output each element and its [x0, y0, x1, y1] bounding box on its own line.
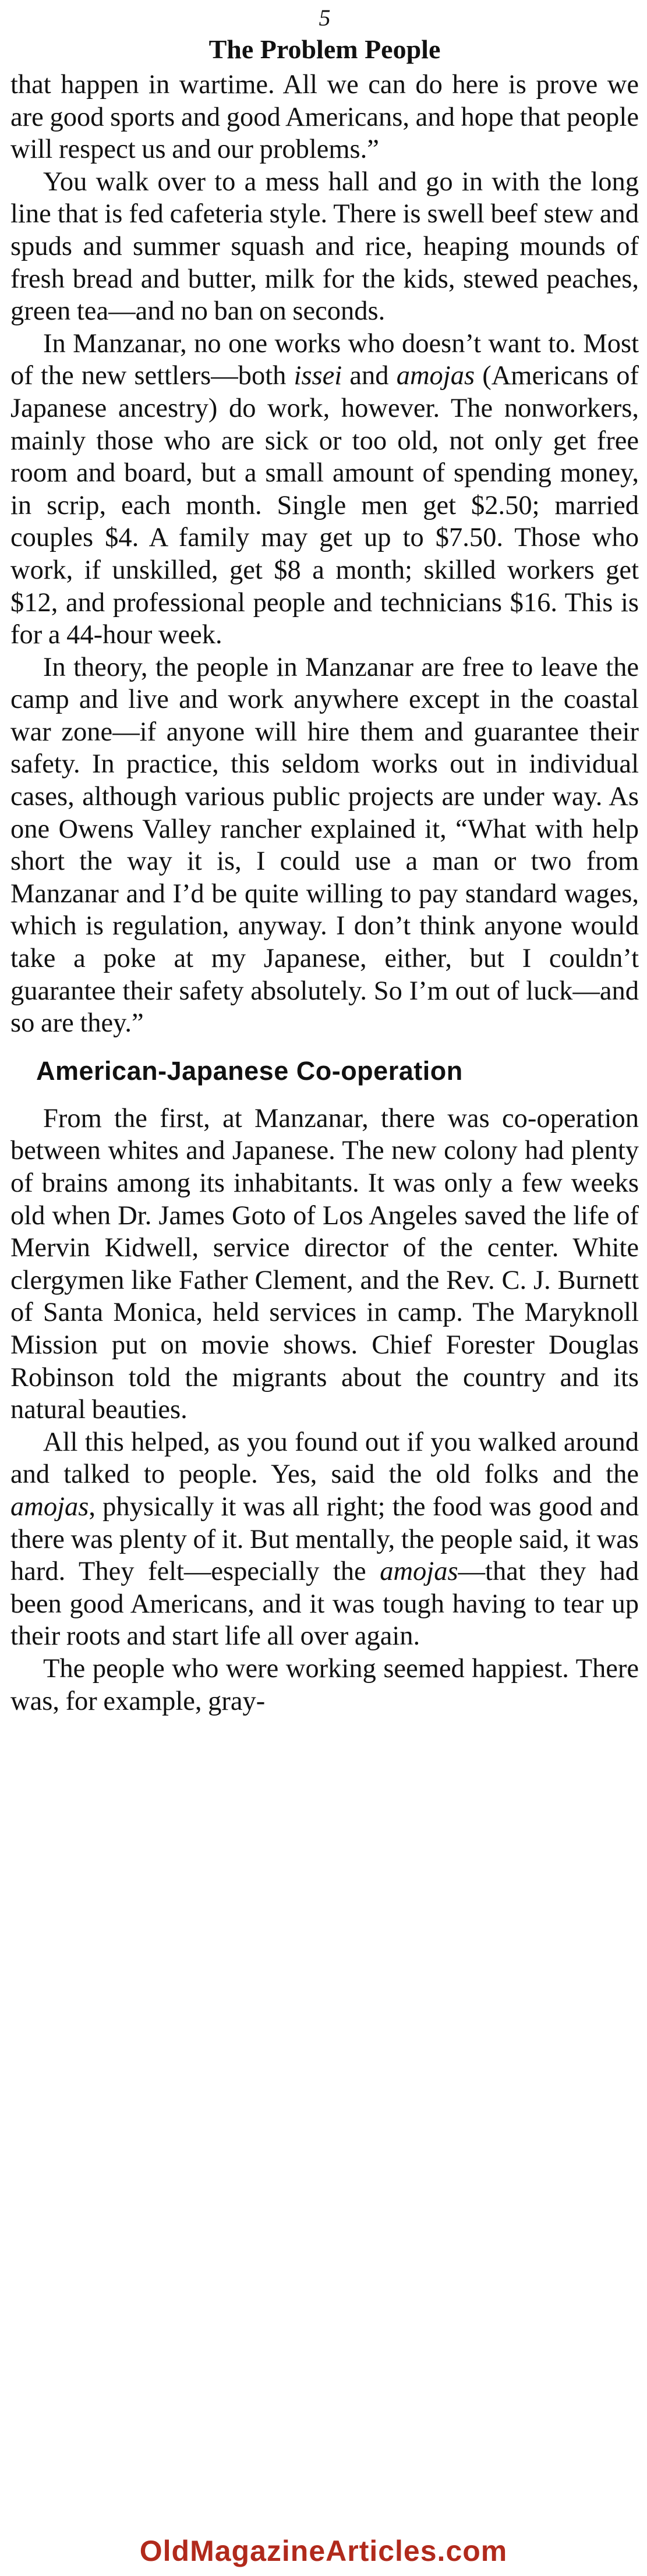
amojas-term: amojas — [396, 361, 475, 391]
amojas-term: amojas — [380, 1557, 458, 1587]
paragraph-4: In theory, the people in Manzanar are free to leave the camp and live and work anywhere except in the coastal war zone—if anyone will hire them and guarantee their safety. In practice, this seldom works out in individual cases, although various public projects are under way. As one Owens Valley rancher explained it, “What with help short the way it is, I could use a man or two from Manzanar and I’d be quite willing to pay standard wages, which is regulation, anyway. I don’t think anyone would take a poke at my Japanese, either, but I couldn’t guarantee their safety absolutely. So I’m out of luck—and so are they.” — [10, 652, 639, 1039]
paragraph-6-text-c: —that they had been good Americans, and it was tough having to tear up their roots and start life all over again. — [10, 1557, 639, 1652]
paragraph-1: that happen in wartime. All we can do here is prove we are good sports and good Americans, and hope that people will respect us and our problems.” — [10, 70, 639, 165]
paragraph-6-text-a: All this helped, as you found out if you walked around and talked to people. Yes, said the old folks and the — [10, 1427, 639, 1490]
running-head: The Problem People — [208, 34, 441, 64]
paragraph-2: You walk over to a mess hall and go in with the long line that is fed cafeteria style. There is swell beef stew and spuds and summer squash and rice, heaping mounds of fresh bread and butter, milk for the kids, stewed peaches, green tea—and no ban on seconds. — [10, 166, 639, 327]
paragraph-5: From the first, at Manzanar, there was co-operation between whites and Japanese. The new colony had plenty of brains among its inhabitants. It was only a few weeks old when Dr. James Goto of Los Angeles saved the life of Mervin Kidwell, service director of the center. White clergymen like Father Clement, and the Rev. C. J. Burnett of Santa Monica, held services in camp. The Maryknoll Mission put on movie shows. Chief Forester Douglas Robinson told the migrants about the country and its natural beauties. — [10, 1103, 639, 1425]
section-subheading: American-Japanese Co-operation — [36, 1055, 463, 1086]
paragraph-3-text-c: (Americans of Japanese ancestry) do work, however. The nonworkers, mainly those who are sick or too old, not only get free room and board, but a small amount of spending money, in scrip, each month. Single men get $2.50; married couples $4. A family may get up to $7.50. Those who work, if unskilled, get $8 a month; skilled workers get $12, and professional people and technicians $16. This is for a 44-hour week. — [10, 361, 639, 650]
article-body — [10, 69, 639, 1717]
page-number: 5 — [319, 5, 331, 31]
paragraph-6 — [10, 1426, 639, 1653]
amojas-term: amojas — [10, 1491, 89, 1522]
site-watermark: OldMagazineArticles.com — [139, 2535, 508, 2567]
issei-term: issei — [294, 361, 342, 391]
paragraph-7: The people who were working seemed happiest. There was, for example, gray- — [10, 1653, 639, 1716]
paragraph-3-text-b: and — [342, 361, 397, 391]
paragraph-3-text-a: In Manzanar, no one works who doesn’t want to. Most of the new settlers—both — [10, 328, 639, 391]
paragraph-3 — [10, 328, 639, 651]
paragraph-6-text-b: , physically it was all right; the food was good and there was plenty of it. But mentally, the people said, it was hard. They felt—especially the — [10, 1491, 639, 1587]
